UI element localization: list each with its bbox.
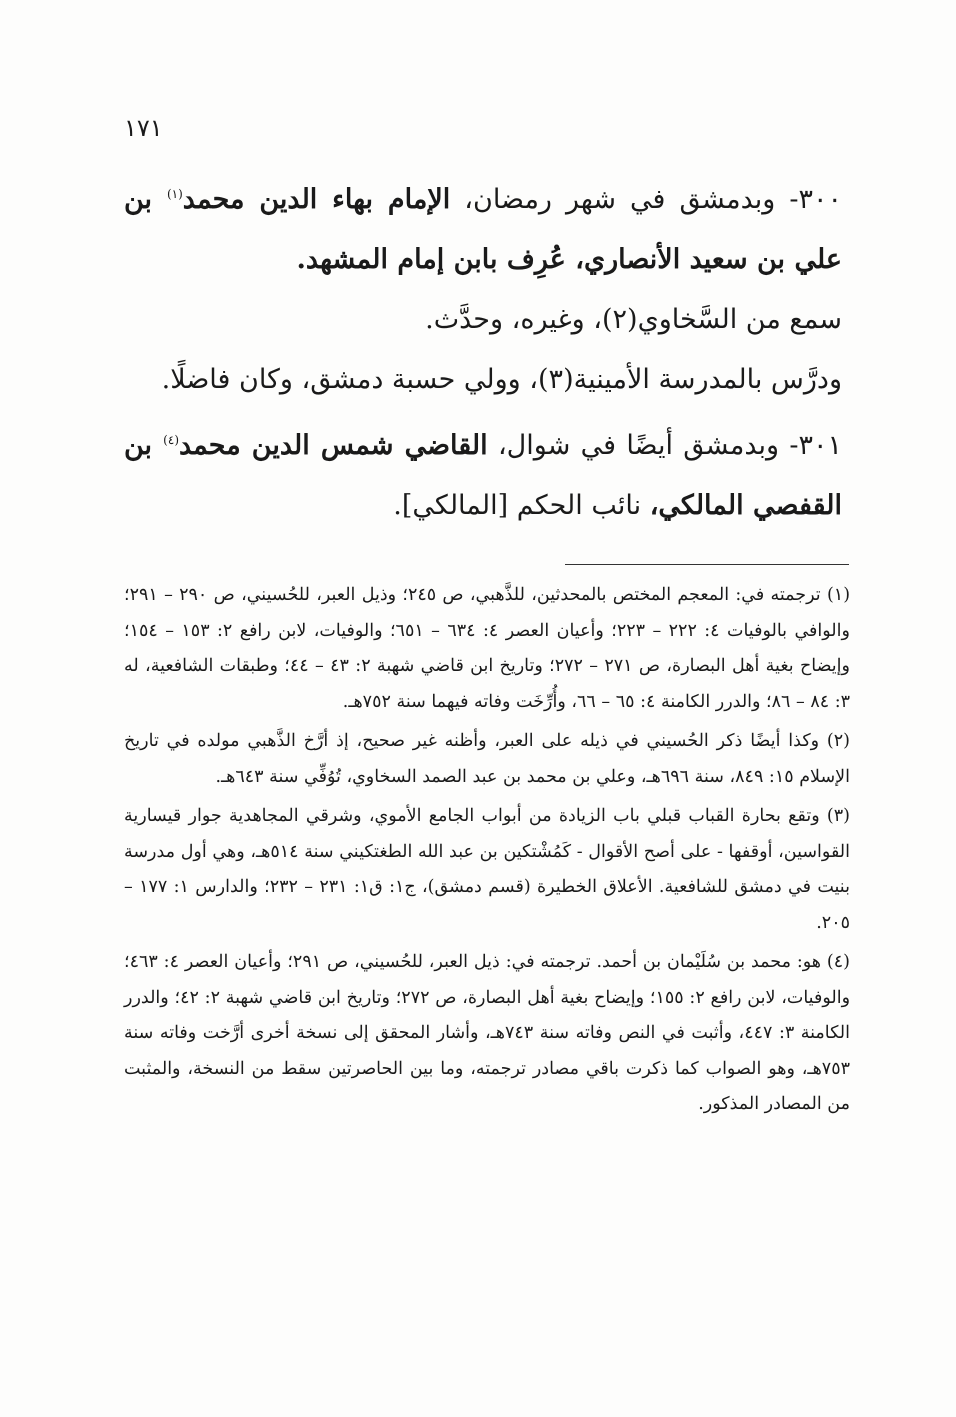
footnote-separator	[565, 564, 849, 565]
entry-301-rest: نائب الحكم [المالكي].	[393, 490, 650, 521]
entry-301-intro: ٣٠١- وبدمشق أيضًا في شوال،	[487, 430, 842, 461]
footnote-2: (٢) وكذا أيضًا ذكر الحُسيني في ذيله على العبر، وأظنه غير صحيح، إذ أرَّخ الذَّهبي مولده في تاريخ الإسلام ١٥: ٨٤٩، سنة ٦٩٦هـ، وعلي بن محمد بن عبد الصمد السخاوي، تُوُفِّي سنة ٦٤٣هـ.	[124, 731, 850, 787]
footnote-4: (٤) هو: محمد بن سُلَيْمان بن أحمد. ترجمته في: ذيل العبر، للحُسيني، ص ٢٩١؛ وأعيان العصر ٤: ٤٦٣؛ والوفيات، لابن رافع ٢: ١٥٥؛ وإيضاح بغية أهل البصارة، ص ٢٧٢؛ وتاريخ ابن قاضي شهبة ٢: ٤٢؛ والدرر الكامنة ٣: ٤٤٧، وأثبت في النص وفاته سنة ٧٤٣هـ، وأشار المحقق إلى نسخة أخرى أرَّخت وفاته سنة ٧٥٣هـ، وهو الصواب كما ذكرت باقي مصادر ترجمته، وما بين الحاصرتين سقط من النسخة، والمثبت من المصادر المذكور.	[124, 952, 851, 1114]
footnote-1: (١) ترجمته في: المعجم المختص بالمحدثين، للذَّهبي، ص ٢٤٥؛ وذيل العبر، للحُسيني، ص ٢٩٠ – ٢٩١؛ والوافي بالوفيات ٤: ٢٢٢ – ٢٢٣؛ وأعيان العصر ٤: ٦٣٤ – ٦٥١؛ والوفيات، لابن رافع ٢: ١٥٣ – ١٥٤؛ وإيضاح بغية أهل البصارة، ص ٢٧١ – ٢٧٢؛ وتاريخ ابن قاضي شهبة ٢: ٤٣ – ٤٤؛ وطبقات الشافعية، له ٣: ٨٤ – ٨٦؛ والدرر الكامنة ٤: ٦٥ – ٦٦، وأُرِّخَت وفاته فيهما سنة ٧٥٢هـ.	[124, 585, 851, 712]
entry-300-line-1: سمع من السَّخاوي(٢)، وغيره، وحدَّث.	[425, 304, 842, 335]
entry-300-name: الإمام بهاء الدين محمد	[182, 184, 451, 215]
entry-300-intro: ٣٠٠- وبدمشق في شهر رمضان،	[450, 184, 843, 215]
entry-300	[124, 164, 842, 290]
entry-300-line-2: ودرَّس بالمدرسة الأمينية(٣)، وولي حسبة دمشق، وكان فاضلًا.	[161, 364, 842, 395]
footnote-3: (٣) وتقع بحارة القباب قبلي باب الزيادة من أبواب الجامع الأموي، وشرقي المجاهدية جوار قيسارية القواسين، أوقفها - على أصح الأقوال - كَمُشْتكين بن عبد الله الطغتكيني سنة ٥١٤هـ، وهي أول مدرسة بنيت في دمشق للشافعية. الأعلاق الخطيرة (قسم دمشق)، ج١: ق١: ٢٣١ – ٢٣٢؛ والدارس ١: ١٧٧ – ٢٠٥.	[124, 806, 850, 933]
main-text	[124, 164, 842, 536]
footnote-ref-4[interactable]: (٤)	[163, 433, 179, 447]
entry-300-name-rest: بن علي بن سعيد الأنصاري، عُرِف بابن إمام المشهد.	[124, 184, 842, 275]
entry-301-name-rest: بن القفصي المالكي،	[124, 430, 842, 521]
footnote-ref-1[interactable]: (١)	[166, 187, 183, 201]
entry-301-name: القاضي شمس الدين محمد	[179, 430, 488, 461]
entry-301	[124, 410, 842, 536]
footnotes	[124, 578, 850, 1127]
page-number: ١٧١	[124, 114, 163, 142]
